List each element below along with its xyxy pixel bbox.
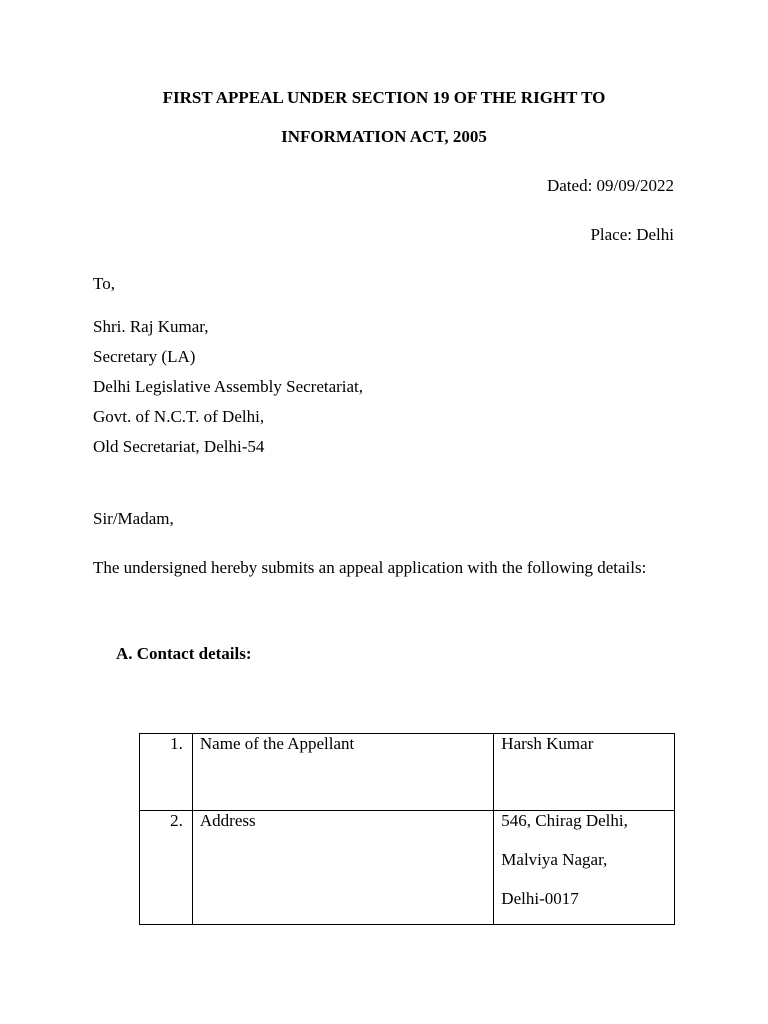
row-label: Address (199, 811, 256, 830)
document-title-line-2: INFORMATION ACT, 2005 (281, 127, 487, 146)
document-title-line-1: FIRST APPEAL UNDER SECTION 19 OF THE RIGHT TO (162, 88, 606, 107)
intro-paragraph: The undersigned hereby submits an appeal application with the following details: (93, 558, 647, 577)
recipient-government: Govt. of N.C.T. of Delhi, (93, 407, 265, 426)
appellant-name-value: Harsh Kumar (501, 734, 594, 753)
section-a-heading: A. Contact details: (116, 644, 252, 663)
contact-details-table (139, 733, 675, 925)
greeting: Sir/Madam, (93, 509, 174, 528)
recipient-name: Shri. Raj Kumar, (93, 317, 209, 336)
row-number: 1. (170, 734, 183, 753)
dated-field: Dated: 09/09/2022 (546, 176, 674, 195)
recipient-designation: Secretary (LA) (93, 347, 196, 366)
place-field: Place: Delhi (590, 225, 674, 244)
address-line-2: Malviya Nagar, (501, 850, 608, 869)
salutation-to: To, (93, 274, 115, 293)
table-row (140, 811, 675, 925)
row-label: Name of the Appellant (199, 734, 355, 753)
recipient-address (93, 312, 363, 462)
table-row (140, 734, 675, 811)
address-line-3: Delhi-0017 (501, 889, 579, 908)
recipient-location: Old Secretariat, Delhi-54 (93, 437, 265, 456)
row-number: 2. (170, 811, 183, 830)
address-line-1: 546, Chirag Delhi, (501, 811, 628, 830)
recipient-department: Delhi Legislative Assembly Secretariat, (93, 377, 364, 396)
